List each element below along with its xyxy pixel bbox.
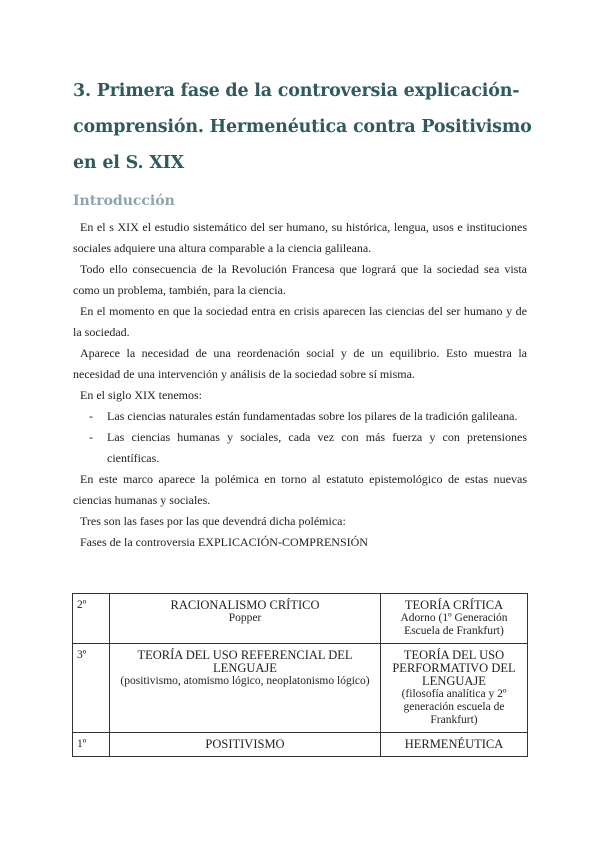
paragraph-7: Tres son las fases por las que devendrá dicha polémica: xyxy=(80,514,346,528)
cell-title: TEORÍA DEL USO PERFORMATIVO DEL LENGUAJE xyxy=(392,648,516,688)
right-cell xyxy=(381,733,528,757)
bullet-marker: - xyxy=(89,409,93,423)
table-row xyxy=(73,594,528,644)
left-cell xyxy=(110,733,381,757)
paragraph-2: Todo ello consecuencia de la Revolución Francesa que logrará que la sociedad sea vista como un problema, también, para la ciencia. xyxy=(73,262,527,297)
cell-subtitle: Adorno (1º Generación Escuela de Frankfurt) xyxy=(400,612,508,637)
cell-title: POSITIVISMO xyxy=(205,737,285,751)
subsection-title: Introducción xyxy=(73,193,175,209)
list-item-text: Las ciencias humanas y sociales, cada vez con más fuerza y con pretensiones científicas. xyxy=(107,430,527,465)
cell-title: TEORÍA CRÍTICA xyxy=(404,598,504,612)
cell-subtitle: (filosofía analítica y 2º generación escuela de Frankfurt) xyxy=(401,688,507,726)
left-cell xyxy=(110,594,381,644)
paragraph-3: En el momento en que la sociedad entra en crisis aparecen las ciencias del ser humano y de la sociedad. xyxy=(73,304,527,339)
paragraph-8: Fases de la controversia EXPLICACIÓN-COMPRENSIÓN xyxy=(80,535,368,549)
phase-number: 1º xyxy=(73,733,110,757)
phase-number: 2º xyxy=(73,594,110,644)
table-row xyxy=(73,733,528,757)
list-item xyxy=(73,406,527,427)
cell-title: HERMENÉUTICA xyxy=(404,737,504,751)
left-cell xyxy=(110,644,381,733)
cell-subtitle: (positivismo, atomismo lógico, neoplatonismo lógico) xyxy=(120,675,370,687)
right-cell xyxy=(381,594,528,644)
bullet-list xyxy=(73,406,527,469)
body-text xyxy=(73,217,527,553)
paragraph-1: En el s XIX el estudio sistemático del ser humano, su histórica, lengua, usos e instituciones sociales adquiere una altura comparable a la ciencia galileana. xyxy=(73,220,527,255)
list-item xyxy=(73,427,527,469)
paragraph-6: En este marco aparece la polémica en torno al estatuto epistemológico de estas nuevas ciencias humanas y sociales. xyxy=(73,472,527,507)
cell-title: TEORÍA DEL USO REFERENCIAL DEL LENGUAJE xyxy=(137,648,353,675)
section-title: 3. Primera fase de la controversia explicación-comprensión. Hermenéutica contra Positivismo en el S. XIX xyxy=(73,81,532,173)
right-cell xyxy=(381,644,528,733)
table-row xyxy=(73,644,528,733)
list-item-text: Las ciencias naturales están fundamentadas sobre los pilares de la tradición galileana. xyxy=(107,409,518,423)
cell-subtitle: Popper xyxy=(228,612,262,624)
phase-number: 3º xyxy=(73,644,110,733)
phases-table xyxy=(72,593,528,757)
bullet-marker: - xyxy=(89,430,93,444)
paragraph-5: En el siglo XIX tenemos: xyxy=(80,388,202,402)
cell-title: RACIONALISMO CRÍTICO xyxy=(170,598,320,612)
paragraph-4: Aparece la necesidad de una reordenación social y de un equilibrio. Esto muestra la necesidad de una intervención y análisis de la sociedad sobre sí misma. xyxy=(73,346,527,381)
